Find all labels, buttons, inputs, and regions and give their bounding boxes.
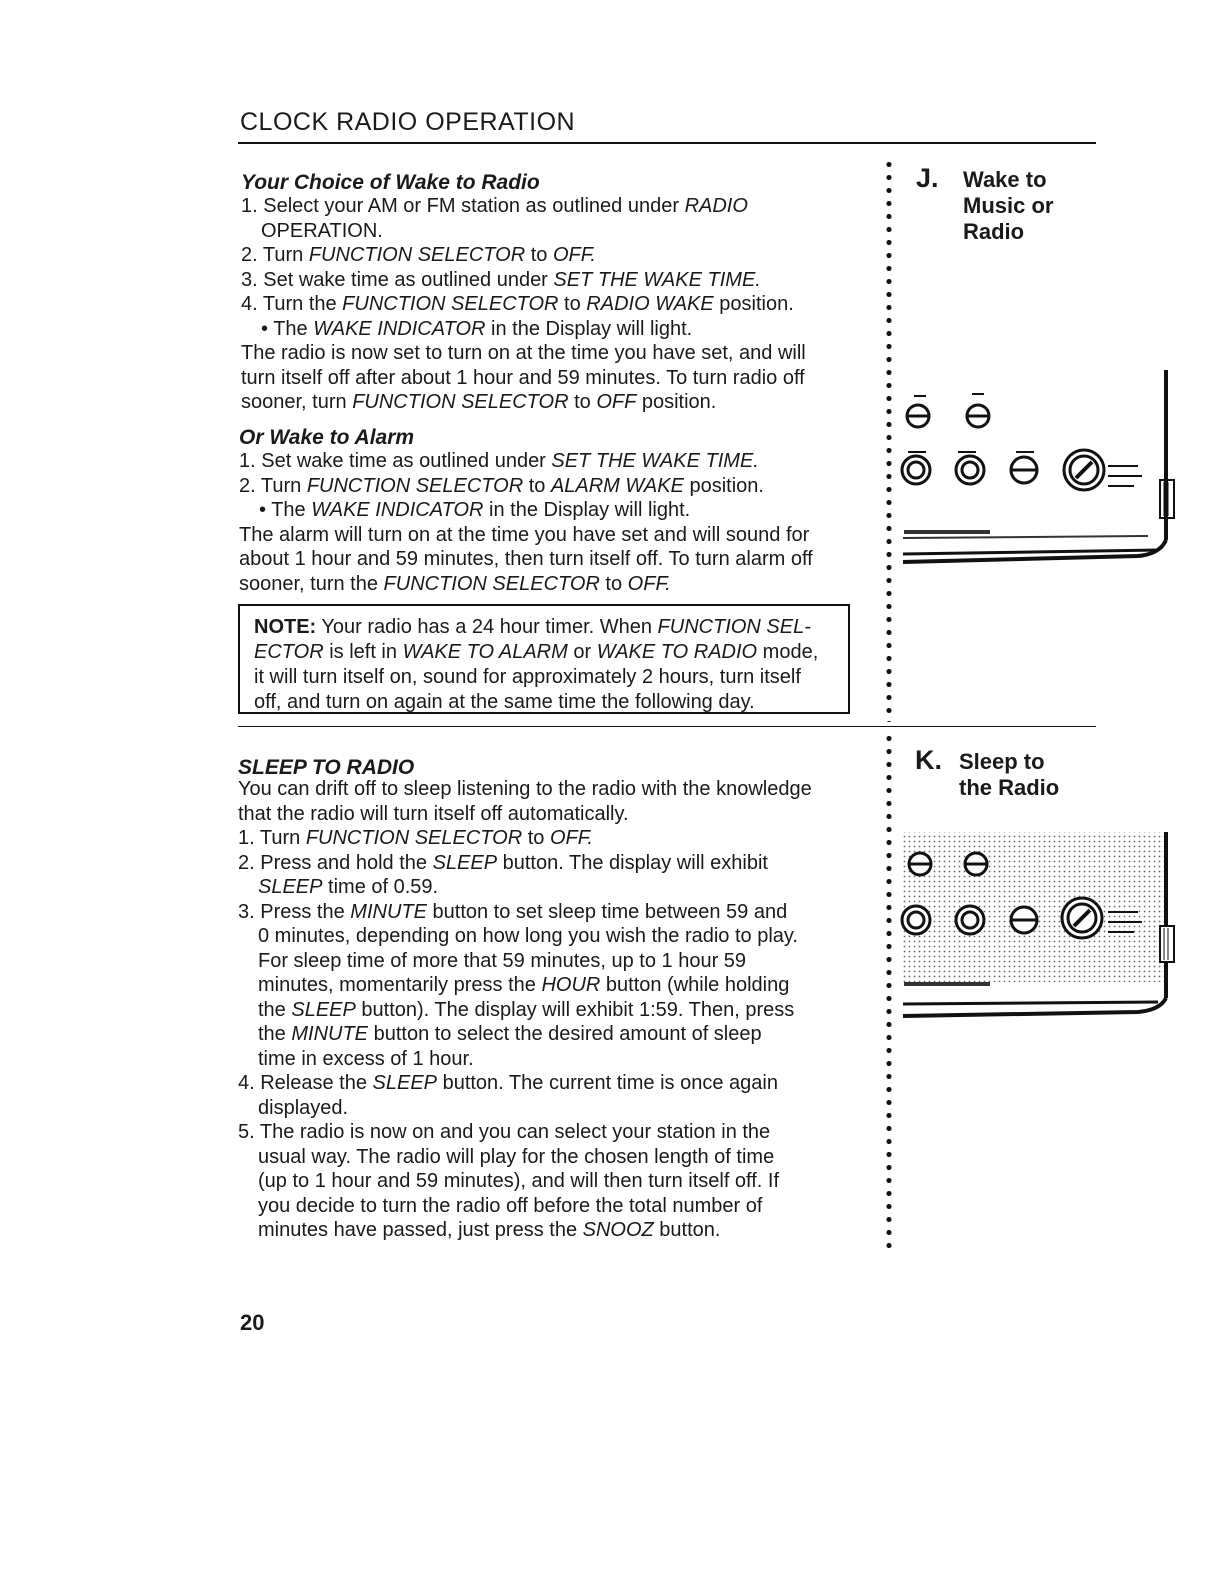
- text-segment: 3. Press the: [238, 900, 351, 923]
- text-segment: The radio is now set to turn on at the time you have set, and will: [241, 342, 806, 364]
- text-line: [239, 547, 813, 572]
- text-segment: you decide to turn the radio off before the total number of: [258, 1194, 763, 1217]
- text-segment: MINUTE: [350, 900, 427, 923]
- text-segment: to: [558, 293, 587, 315]
- text-segment: about 1 hour and 59 minutes, then turn itself off. To turn alarm off: [239, 548, 813, 570]
- text-segment: OFF: [596, 391, 637, 413]
- sleep-radio-heading: SLEEP TO RADIO: [238, 756, 415, 779]
- figure-j-caption-line: Music or: [963, 193, 1054, 218]
- text-segment: 1. Set wake time as outlined under: [239, 450, 552, 472]
- text-line: [239, 474, 813, 499]
- note-label: NOTE:: [254, 616, 317, 638]
- text-segment: SLEEP: [432, 851, 498, 874]
- figure-j-caption-line: Wake to: [963, 167, 1047, 192]
- text-segment: OFF.: [552, 244, 596, 266]
- text-segment: WAKE TO ALARM: [402, 641, 568, 663]
- text-segment: the: [258, 998, 292, 1021]
- text-segment: WAKE INDICATOR: [311, 499, 484, 521]
- text-line: [238, 924, 812, 949]
- figure-k-caption: [959, 749, 1059, 801]
- figure-k-caption-line: Sleep to: [959, 749, 1045, 774]
- text-line: [241, 219, 806, 244]
- text-segment: button (while holding: [600, 974, 790, 996]
- text-line: [241, 268, 806, 293]
- text-segment: 1. Turn: [238, 827, 306, 849]
- text-line: [241, 194, 806, 219]
- wake-alarm-text: [239, 449, 813, 596]
- figure-k-caption-line: the Radio: [959, 775, 1060, 800]
- text-segment: to: [525, 244, 553, 266]
- text-line: [238, 998, 812, 1023]
- text-segment: Your radio has a 24 hour timer. When: [316, 616, 658, 638]
- text-line: [239, 572, 813, 597]
- text-segment: WAKE INDICATOR: [313, 317, 486, 340]
- text-segment: 1. Select your AM or FM station as outlined under: [241, 195, 685, 217]
- text-line: [238, 900, 812, 925]
- text-segment: FUNCTION SELECTOR: [308, 244, 526, 266]
- text-line: [238, 1169, 812, 1194]
- text-line: [238, 1218, 812, 1243]
- note-line-2: [254, 640, 848, 665]
- radio-illustration-wake: [898, 368, 1178, 568]
- text-segment: FUNCTION SELECTOR: [306, 474, 524, 497]
- text-line: [238, 875, 812, 900]
- text-segment: WAKE TO RADIO: [596, 641, 758, 663]
- text-segment: 5. The radio is now on and you can select your station in the: [238, 1121, 771, 1143]
- text-segment: RADIO WAKE: [586, 293, 714, 315]
- text-segment: in the Display will light.: [485, 317, 693, 340]
- text-segment: button to set sleep time between 59 and: [426, 900, 788, 923]
- note-box: [238, 604, 850, 714]
- text-segment: SET THE WAKE TIME.: [553, 268, 761, 291]
- wake-radio-heading: Your Choice of Wake to Radio: [241, 171, 540, 194]
- page-title: CLOCK RADIO OPERATION: [240, 108, 576, 136]
- text-segment: You can drift off to sleep listening to the radio with the knowledge: [238, 778, 812, 800]
- text-segment: displayed.: [258, 1096, 349, 1119]
- text-segment: SLEEP: [291, 998, 356, 1021]
- dotted-separator-upper: [885, 158, 893, 722]
- text-segment: • The: [261, 317, 314, 340]
- text-segment: to: [568, 391, 597, 413]
- text-segment: button. The display will exhibit: [497, 851, 768, 874]
- text-line: [241, 366, 806, 391]
- text-segment: button to select the desired amount of sleep: [368, 1023, 762, 1045]
- text-segment: button). The display will exhibit 1:59. Then, press: [355, 998, 795, 1021]
- text-segment: • The: [259, 499, 312, 521]
- knob-group-top: [907, 394, 989, 427]
- text-segment: position.: [636, 391, 717, 413]
- text-segment: minutes, momentarily press the: [258, 974, 542, 996]
- text-line: [238, 1120, 812, 1145]
- text-line: [239, 449, 813, 474]
- text-line: [238, 1194, 812, 1219]
- text-segment: turn itself off after about 1 hour and 59 minutes. To turn radio off: [241, 366, 805, 389]
- dotted-separator-lower: [885, 732, 893, 1254]
- title-divider: [238, 142, 1096, 144]
- text-segment: 4. Release the: [238, 1072, 373, 1094]
- text-segment: SLEEP: [258, 876, 323, 898]
- figure-j-caption: [963, 167, 1053, 245]
- text-line: [238, 851, 812, 876]
- text-segment: mode,: [757, 641, 819, 663]
- text-segment: The alarm will turn on at the time you have set and will sound for: [239, 523, 810, 546]
- text-line: [238, 973, 812, 998]
- text-line: [238, 1096, 812, 1121]
- text-segment: is left in: [323, 641, 403, 663]
- sleep-radio-text: [238, 777, 812, 1243]
- text-line: [238, 826, 812, 851]
- text-segment: button.: [653, 1219, 721, 1241]
- text-segment: HOUR: [541, 974, 601, 996]
- text-segment: RADIO: [684, 195, 748, 217]
- note-line-1-text: [316, 616, 811, 638]
- text-segment: that the radio will turn itself off automatically.: [238, 802, 629, 825]
- text-segment: OPERATION.: [261, 219, 383, 242]
- page-number: 20: [240, 1310, 265, 1335]
- wake-radio-text: [241, 194, 806, 415]
- knob-group-bottom: [902, 450, 1142, 490]
- text-line: [241, 292, 806, 317]
- text-line: [239, 523, 813, 548]
- text-line: [241, 390, 806, 415]
- text-segment: FUNCTION SELECTOR: [305, 827, 523, 849]
- text-segment: FUNCTION SELECTOR: [342, 293, 559, 315]
- text-line: [238, 1047, 812, 1072]
- text-segment: For sleep time of more that 59 minutes, up to 1 hour 59: [258, 949, 747, 972]
- section-divider: [238, 726, 1096, 727]
- text-segment: time of 0.59.: [322, 876, 439, 898]
- text-segment: to: [599, 572, 628, 595]
- text-segment: ALARM WAKE: [550, 474, 684, 497]
- text-segment: to: [523, 474, 551, 497]
- text-line: [241, 243, 806, 268]
- text-segment: time in excess of 1 hour.: [258, 1047, 474, 1070]
- note-line-3: [254, 665, 848, 690]
- text-segment: FUNCTION SELECTOR: [352, 391, 569, 413]
- text-line: [241, 317, 806, 342]
- text-segment: OFF.: [549, 827, 593, 849]
- text-line: [238, 777, 812, 802]
- text-line: [239, 498, 813, 523]
- text-segment: SNOOZ: [582, 1219, 654, 1241]
- text-segment: FUNCTION SEL-: [657, 616, 811, 638]
- figure-k-letter: K.: [915, 745, 942, 775]
- text-segment: MINUTE: [291, 1023, 369, 1045]
- wake-alarm-heading: Or Wake to Alarm: [239, 426, 415, 449]
- note-line-1: [254, 615, 848, 640]
- text-segment: position.: [713, 293, 794, 315]
- text-line: [238, 1145, 812, 1170]
- text-segment: button. The current time is once again: [437, 1072, 778, 1094]
- text-segment: 4. Turn the: [241, 293, 343, 315]
- text-segment: to: [522, 827, 550, 849]
- text-segment: usual way. The radio will play for the chosen length of time: [258, 1145, 775, 1168]
- text-line: [241, 341, 806, 366]
- text-segment: 2. Turn: [239, 474, 307, 497]
- text-segment: (up to 1 hour and 59 minutes), and will then turn itself off. If: [258, 1170, 780, 1192]
- text-segment: SET THE WAKE TIME.: [551, 450, 759, 472]
- text-line: [238, 949, 812, 974]
- text-line: [238, 802, 812, 827]
- text-segment: OFF.: [627, 572, 671, 595]
- text-segment: or: [567, 641, 597, 663]
- text-segment: position.: [683, 474, 764, 497]
- text-segment: 2. Press and hold the: [238, 851, 433, 874]
- text-segment: SLEEP: [372, 1072, 438, 1094]
- text-segment: 3. Set wake time as outlined under: [241, 268, 554, 291]
- text-segment: FUNCTION SELECTOR: [383, 572, 600, 595]
- text-line: [238, 1022, 812, 1047]
- text-segment: ECTOR: [254, 641, 324, 663]
- note-line-4: [254, 690, 848, 715]
- radio-illustration-sleep: [898, 830, 1178, 1020]
- text-segment: it will turn itself on, sound for approximately 2 hours, turn itself: [254, 666, 801, 688]
- text-segment: 2. Turn: [241, 244, 309, 266]
- text-segment: in the Display will light.: [483, 499, 691, 521]
- figure-j-caption-line: Radio: [963, 219, 1025, 244]
- text-segment: sooner, turn: [241, 391, 353, 413]
- text-segment: minutes have passed, just press the: [258, 1219, 583, 1241]
- text-segment: off, and turn on again at the same time the following day.: [254, 691, 755, 713]
- text-line: [238, 1071, 812, 1096]
- text-segment: 0 minutes, depending on how long you wish the radio to play.: [258, 925, 798, 947]
- text-segment: the: [258, 1023, 292, 1045]
- figure-j-letter: J.: [916, 163, 939, 193]
- text-segment: sooner, turn the: [239, 572, 384, 595]
